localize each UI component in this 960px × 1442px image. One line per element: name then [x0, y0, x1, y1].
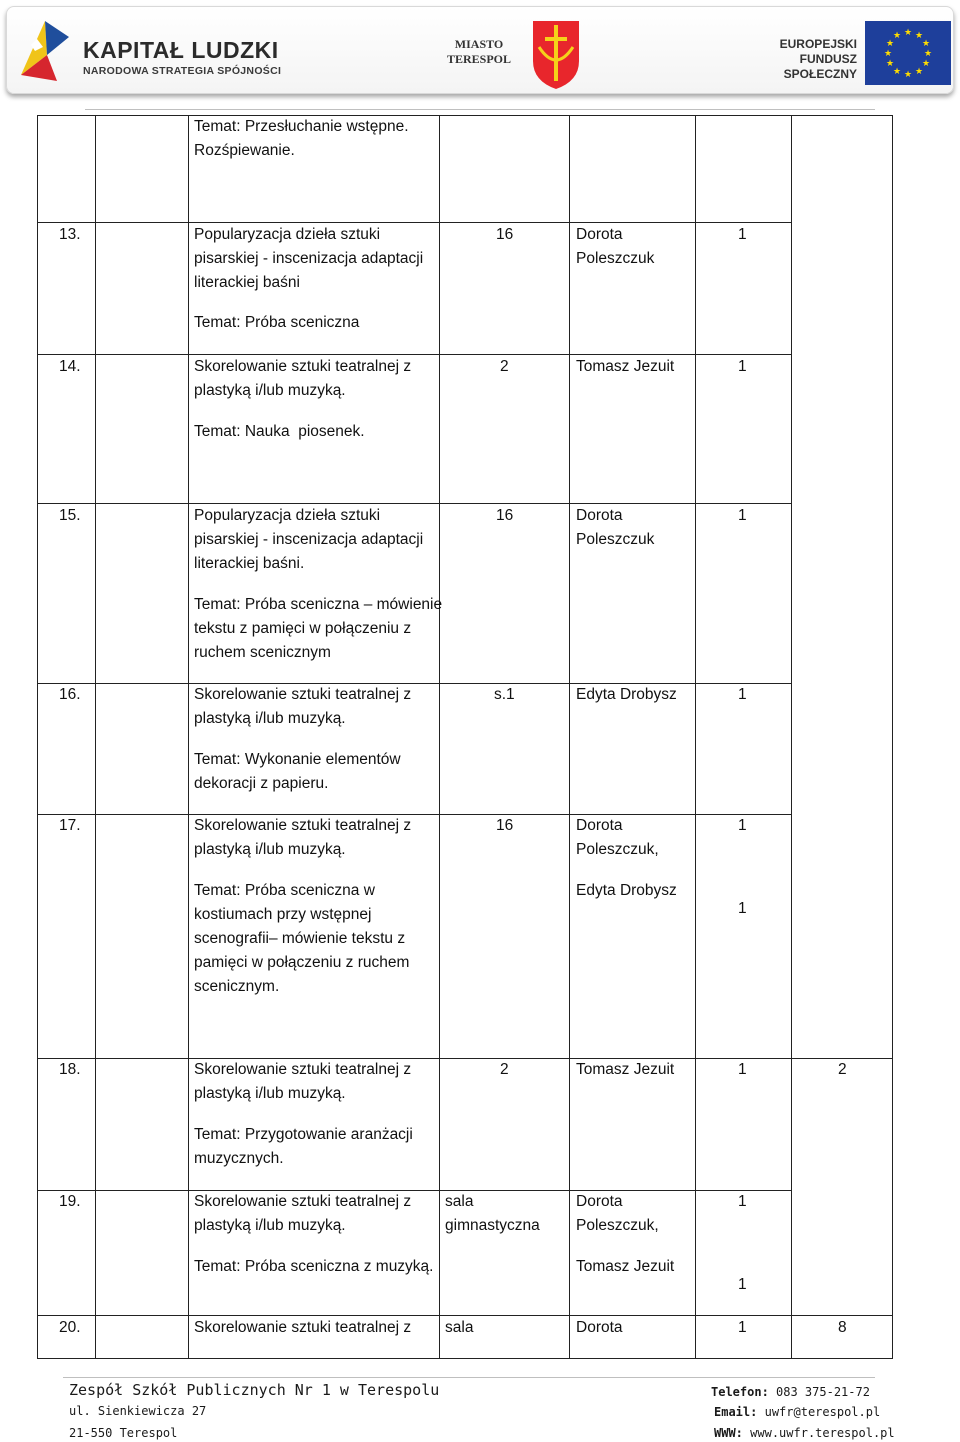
- count-value: 1: [738, 226, 747, 243]
- email-line: [714, 1405, 880, 1419]
- col-line-2: [188, 115, 189, 1359]
- www-link[interactable]: www.uwfr.terespol.pl: [750, 1426, 895, 1440]
- count-value: 1: [738, 1193, 747, 1210]
- topic-text: Skorelowanie sztuki teatralnej z plastyką i/lub muzyką.: [194, 686, 412, 727]
- row-line: [37, 1058, 893, 1059]
- hours-value: 16: [496, 817, 514, 834]
- hours-value: sala: [445, 1319, 474, 1336]
- terespol-crest-icon: [529, 17, 583, 91]
- school-city: 21-550 Terespol: [69, 1426, 178, 1440]
- hours-value: 2: [500, 358, 509, 375]
- extra-value: 8: [838, 1319, 847, 1336]
- count-value: 1: [738, 358, 747, 375]
- teacher-name: Tomasz Jezuit: [576, 1061, 675, 1078]
- svg-text:★: ★: [892, 67, 902, 77]
- header-banner: [6, 6, 954, 94]
- school-name: Zespół Szkół Publicznych Nr 1 w Terespolu: [69, 1381, 440, 1399]
- topic-subject: Temat: Próba sceniczna z muzyką.: [194, 1258, 434, 1275]
- topic-subject: Temat: Nauka piosenek.: [194, 423, 365, 440]
- teacher-name: Edyta Drobysz: [576, 882, 677, 899]
- table-border-right: [892, 115, 893, 1359]
- hours-value: 16: [496, 507, 514, 524]
- svg-text:★: ★: [883, 49, 893, 59]
- teacher-name: Tomasz Jezuit: [576, 1258, 675, 1275]
- topic-text: Popularyzacja dzieła sztuki pisarskiej - inscenizacja adaptacji literackiej baśni.: [194, 507, 424, 572]
- school-street: ul. Sienkiewicza 27: [69, 1404, 207, 1418]
- row-number: 13.: [59, 226, 81, 243]
- svg-text:★: ★: [885, 39, 895, 49]
- svg-text:★: ★: [923, 49, 933, 59]
- row-line: [37, 814, 792, 815]
- phone-label: Telefon:: [711, 1385, 769, 1399]
- row-number: 19.: [59, 1193, 81, 1210]
- col-line-3: [439, 115, 440, 1359]
- city-name: MIASTO TERESPOL: [447, 37, 512, 66]
- topic-text: Skorelowanie sztuki teatralnej z plastyką i/lub muzyką.: [194, 1193, 412, 1234]
- www-label: WWW:: [714, 1426, 743, 1440]
- count-value: 1: [738, 1319, 747, 1336]
- eu-flag-icon: [865, 21, 951, 85]
- hours-value: sala gimnastyczna: [445, 1193, 540, 1234]
- row-number: 17.: [59, 817, 81, 834]
- row-line: [37, 1190, 792, 1191]
- hours-value: 2: [500, 1061, 509, 1078]
- svg-text:★: ★: [921, 39, 931, 49]
- svg-text:★: ★: [914, 31, 924, 41]
- teacher-name: Dorota Poleszczuk,: [576, 817, 659, 858]
- kl-title: KAPITAŁ LUDZKI: [83, 37, 279, 63]
- kl-subtitle: NARODOWA STRATEGIA SPÓJNOŚCI: [83, 65, 282, 77]
- email-link[interactable]: uwfr@terespol.pl: [764, 1405, 881, 1419]
- topic-subject: Temat: Przygotowanie aranżacji muzycznych.: [194, 1126, 413, 1167]
- table-border-left: [37, 115, 38, 1359]
- schedule-table: [37, 115, 893, 1359]
- hours-value: s.1: [494, 686, 515, 703]
- teacher-name: Dorota: [576, 1319, 623, 1336]
- topic-subject: Temat: Próba sceniczna – mówienie tekstu z pamięci w połączeniu z ruchem scenicznym: [194, 596, 443, 661]
- count-value: 1: [738, 1061, 747, 1078]
- teacher-name: Dorota Poleszczuk,: [576, 1193, 659, 1234]
- topic-text: Popularyzacja dzieła sztuki pisarskiej - inscenizacja adaptacji literackiej baśni: [194, 226, 424, 291]
- extra-value: 2: [838, 1061, 847, 1078]
- eu-fund-name: EUROPEJSKI FUNDUSZ SPOŁECZNY: [779, 37, 857, 81]
- row-number: 20.: [59, 1319, 81, 1336]
- kapital-ludzki-logo-icon: [17, 15, 73, 85]
- header-divider: [85, 109, 875, 110]
- row-number: 18.: [59, 1061, 81, 1078]
- topic-subject: Temat: Próba sceniczna w kostiumach przy wstępnej scenografii– mówienie tekstu z pamięci w połączeniu z ruchem scenicznym.: [194, 882, 410, 995]
- row-number: 15.: [59, 507, 81, 524]
- count-value: 1: [738, 817, 747, 834]
- count-value: 1: [738, 900, 747, 917]
- topic-subject: Temat: Wykonanie elementów dekoracji z papieru.: [194, 751, 401, 792]
- topic-text: Skorelowanie sztuki teatralnej z plastyką i/lub muzyką.: [194, 358, 412, 399]
- phone-line: [711, 1385, 870, 1399]
- teacher-name: Edyta Drobysz: [576, 686, 677, 703]
- svg-text:★: ★: [903, 28, 913, 38]
- svg-text:★: ★: [892, 31, 902, 41]
- table-border-bottom: [37, 1358, 893, 1359]
- topic-text: Temat: Przesłuchanie wstępne. Rozśpiewanie.: [194, 118, 409, 159]
- col-line-4: [569, 115, 570, 1359]
- row-line: [37, 354, 792, 355]
- col-line-6: [791, 115, 792, 1359]
- email-label: Email:: [714, 1405, 758, 1419]
- footer-divider: [63, 1377, 875, 1378]
- svg-text:★: ★: [903, 70, 913, 80]
- row-number: 14.: [59, 358, 81, 375]
- count-value: 1: [738, 507, 747, 524]
- col-line-1: [95, 115, 96, 1359]
- www-line: [714, 1426, 895, 1440]
- svg-text:★: ★: [921, 59, 931, 69]
- teacher-name: Tomasz Jezuit: [576, 358, 675, 375]
- hours-value: 16: [496, 226, 514, 243]
- count-value: 1: [738, 686, 747, 703]
- count-value: 1: [738, 1276, 747, 1293]
- row-line: [37, 683, 792, 684]
- row-number: 16.: [59, 686, 81, 703]
- topic-subject: Temat: Próba sceniczna: [194, 314, 360, 331]
- topic-text: Skorelowanie sztuki teatralnej z plastyką i/lub muzyką.: [194, 1061, 412, 1102]
- svg-text:★: ★: [885, 59, 895, 69]
- svg-text:★: ★: [914, 67, 924, 77]
- phone-number: 083 375-21-72: [776, 1385, 870, 1399]
- table-border-top: [37, 115, 893, 116]
- teacher-name: Dorota Poleszczuk: [576, 226, 655, 267]
- teacher-name: Dorota Poleszczuk: [576, 507, 655, 548]
- topic-text: Skorelowanie sztuki teatralnej z plastyką i/lub muzyką.: [194, 817, 412, 858]
- topic-text: Skorelowanie sztuki teatralnej z: [194, 1319, 412, 1336]
- col-line-5: [695, 115, 696, 1359]
